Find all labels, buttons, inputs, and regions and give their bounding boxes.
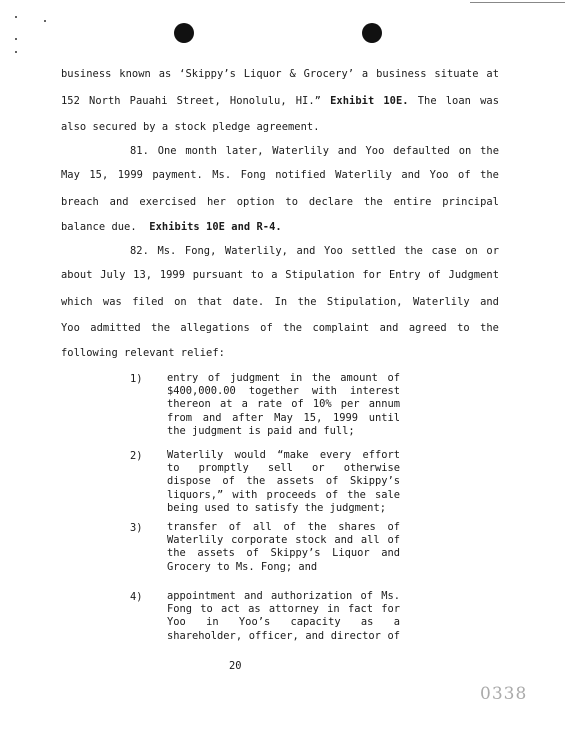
body-line <box>61 94 499 108</box>
body-line: breach and exercised her option to declare the entire principal <box>61 196 499 208</box>
scan-speck <box>44 20 46 22</box>
scan-speck <box>15 51 17 53</box>
body-line: about July 13, 1999 pursuant to a Stipulation for Entry of Judgment <box>61 269 499 281</box>
page-number: 20 <box>229 660 242 672</box>
list-item-line: the judgment is paid and full; <box>167 424 355 437</box>
list-item-line: being used to satisfy the judgment; <box>167 501 386 514</box>
list-item-line: to promptly sell or otherwise <box>167 462 400 475</box>
list-item-line: thereon at a rate of 10% per annum <box>167 398 400 411</box>
body-line: following relevant relief: <box>61 347 225 359</box>
list-item-line: Grocery to Ms. Fong; and <box>167 560 318 573</box>
punch-hole-left <box>174 23 194 43</box>
list-item-line: from and after May 15, 1999 until <box>167 411 400 424</box>
list-item-line: Waterlily corporate stock and all of <box>167 534 400 547</box>
list-item-text <box>167 590 400 643</box>
bates-stamp: 0338 <box>480 684 528 704</box>
punch-hole-right <box>362 23 382 43</box>
body-line: business known as ‘Skippy’s Liquor & Grocery’ a business situate at <box>61 68 499 80</box>
body-line: Yoo admitted the allegations of the complaint and agreed to the <box>61 322 499 334</box>
exhibit-reference: Exhibit 10E. <box>330 95 409 107</box>
list-item-line: dispose of the assets of Skippy’s <box>167 475 400 488</box>
list-item-line: Waterlily would “make every effort <box>167 449 400 461</box>
list-item-number: 2) <box>130 450 143 462</box>
list-item-line: the assets of Skippy’s Liquor and <box>167 547 400 560</box>
list-item-line: entry of judgment in the amount of <box>167 372 400 384</box>
body-text: The loan was <box>417 95 500 107</box>
body-line: May 15, 1999 payment. Ms. Fong notified Waterlily and Yoo of the <box>61 169 499 181</box>
list-item-text <box>167 521 400 574</box>
list-item-line: liquors,” with proceeds of the sale <box>167 488 400 501</box>
list-item-number: 4) <box>130 591 143 603</box>
list-item-line: $400,000.00 together with interest <box>167 385 400 398</box>
body-text: 152 North Pauahi Street, Honolulu, HI.” <box>61 95 321 107</box>
list-item-number: 1) <box>130 373 143 385</box>
body-line <box>61 220 499 234</box>
list-item-text <box>167 449 400 515</box>
list-item-line: shareholder, officer, and director of <box>167 629 400 642</box>
body-text: balance due. <box>61 221 137 233</box>
scan-speck <box>15 16 17 18</box>
exhibit-reference: Exhibits 10E and R-4. <box>149 221 282 233</box>
list-item-line: appointment and authorization of Ms. <box>167 590 400 602</box>
scan-speck <box>15 38 17 40</box>
paragraph-81-start: 81. One month later, Waterlily and Yoo defaulted on the <box>130 145 499 157</box>
body-line: which was filed on that date. In the Stipulation, Waterlily and <box>61 296 499 308</box>
list-item-text <box>167 372 400 438</box>
scan-edge-line <box>470 2 565 3</box>
list-item-line: transfer of all of the shares of <box>167 521 400 533</box>
paragraph-82-start: 82. Ms. Fong, Waterlily, and Yoo settled the case on or <box>130 245 499 257</box>
list-item-line: Fong to act as attorney in fact for <box>167 603 400 616</box>
list-item-line: Yoo in Yoo’s capacity as a <box>167 616 400 629</box>
list-item-number: 3) <box>130 522 143 534</box>
body-line: also secured by a stock pledge agreement. <box>61 121 320 133</box>
